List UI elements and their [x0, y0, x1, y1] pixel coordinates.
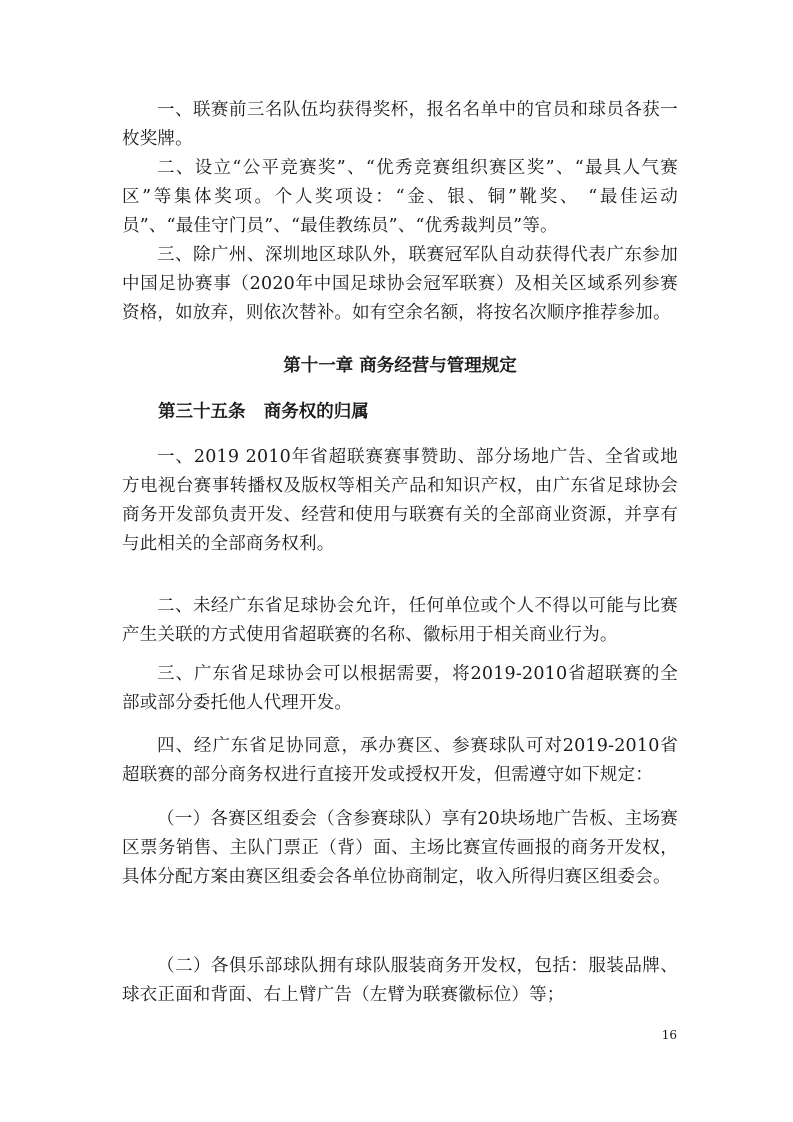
commercial-item-1: 一、2019 2010年省超联赛赛事赞助、部分场地广告、全省或地方电视台赛事转播权及版权等相关产品和知识产权，由广东省足球协会商务开发部负责开发、经营和使用与联赛有关的全部商业资源，并享有与此相关的全部商务权利。 [122, 447, 678, 554]
chapter-title: 第十一章 商务经营与管理规定 [283, 356, 517, 376]
commercial-item-3: 三、广东省足球协会可以根据需要，将2019-2010省超联赛的全部或部分委托他人代理开发。 [122, 664, 678, 713]
awards-section [122, 96, 678, 328]
commercial-item-1-block [122, 443, 678, 559]
page-number: 16 [661, 1028, 677, 1042]
commercial-item-2: 二、未经广东省足球协会允许，任何单位或个人不得以可能与比赛产生关联的方式使用省超联赛的名称、徽标用于相关商业行为。 [122, 596, 678, 645]
commercial-item-4-block [122, 732, 678, 790]
awards-item-3: 三、除广州、深圳地区球队外，联赛冠军队自动获得代表广东参加中国足协赛事（2020年中国足球协会冠军联赛）及相关区域系列参赛资格，如放弃，则依次替补。如有空余名额，将按名次顺序推荐参加。 [122, 245, 678, 323]
commercial-item-2-block [122, 592, 678, 650]
commercial-subitem-2: （二）各俱乐部球队拥有球队服装商务开发权，包括：服装品牌、球衣正面和背面、右上臂广告（左臂为联赛徽标位）等； [122, 956, 678, 1005]
commercial-subitem-2-block [122, 952, 678, 1010]
commercial-subitem-1-block [122, 805, 678, 892]
commercial-item-4: 四、经广东省足协同意，承办赛区、参赛球队可对2019-2010省超联赛的部分商务权进行直接开发或授权开发，但需遵守如下规定： [122, 736, 678, 785]
article-title: 第三十五条 商务权的归属 [158, 402, 369, 422]
awards-item-2: 二、设立“公平竞赛奖”、“优秀竞赛组织赛区奖”、“最具人气赛区”等集体奖项。个人奖项设：“金、银、铜”靴奖、 “最佳运动员”、“最佳守门员”、“最佳教练员”、“优秀裁判员”等。 [122, 158, 678, 236]
awards-item-1: 一、联赛前三名队伍均获得奖杯，报名名单中的官员和球员各获一枚奖牌。 [122, 100, 678, 149]
commercial-subitem-1: （一）各赛区组委会（含参赛球队）享有20块场地广告板、主场赛区票务销售、主队门票正（背）面、主场比赛宣传画报的商务开发权，具体分配方案由赛区组委会各单位协商制定，收入所得归赛区组委会。 [122, 809, 678, 887]
commercial-item-3-block [122, 660, 678, 718]
